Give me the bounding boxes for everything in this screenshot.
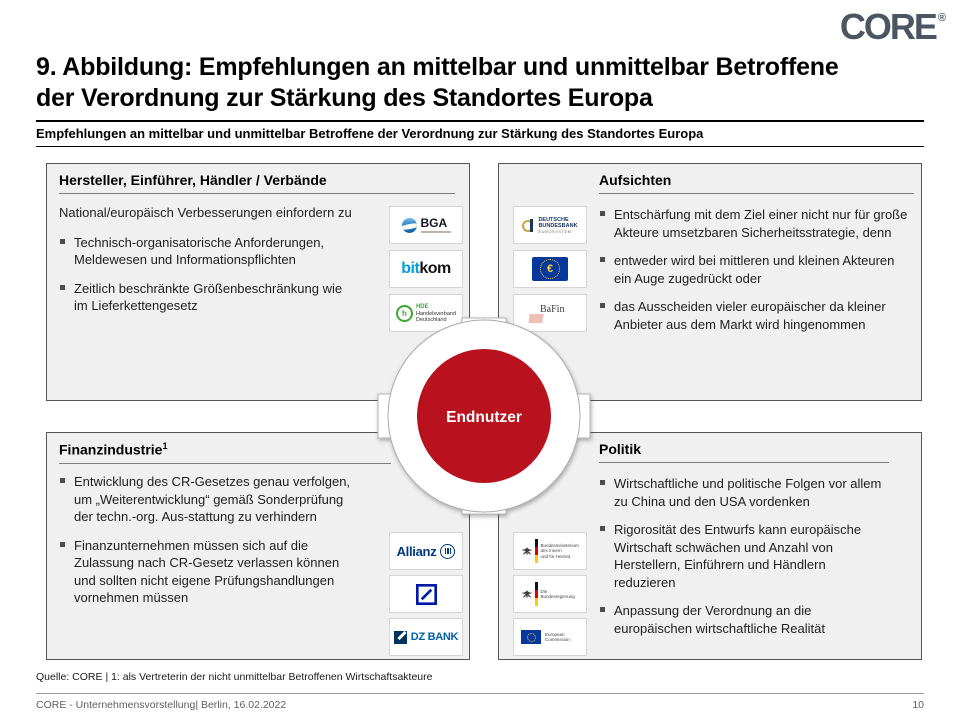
box-aufsichten-title: Aufsichten	[599, 172, 914, 194]
bundesbank-wordmark	[538, 217, 577, 234]
bullet-text: Technisch-organisatorische Anforderungen, Meldewesen und Informationspflichten	[74, 234, 325, 267]
bullet-marker	[60, 239, 65, 244]
bullet-item	[599, 252, 914, 287]
bundesbank-text2: BUNDESBANK	[538, 222, 578, 229]
bundesregierung-logo	[513, 575, 587, 613]
bullet-marker	[600, 607, 605, 612]
dz-bank-logo	[389, 618, 463, 656]
german-flag-stripe-icon	[535, 582, 538, 606]
bga-globe-icon	[402, 218, 417, 233]
bullet-marker	[600, 211, 605, 216]
box-hersteller-title: Hersteller, Einführer, Händler / Verbände	[59, 172, 455, 194]
bundesbank-logo	[513, 206, 587, 244]
box-hersteller-text	[59, 204, 354, 326]
bullet-item	[599, 298, 914, 333]
page-number: 10	[912, 699, 924, 711]
box-hersteller-header	[59, 172, 455, 194]
eu-kommission-logo	[513, 618, 587, 656]
dz-bank-text: DZ BANK	[410, 631, 459, 643]
bmi-text3: und für Heimat	[540, 553, 571, 559]
bullet-marker	[60, 285, 65, 290]
box-finanzindustrie-title-text: Finanzindustrie	[59, 441, 163, 458]
allianz-text: Allianz	[396, 543, 437, 559]
bafin-text: BaFin	[540, 304, 565, 315]
bundesregierung-text1: Die	[540, 588, 548, 594]
bmi-text2: des Innern	[540, 548, 562, 554]
bundesbank-bar	[530, 219, 533, 232]
federal-eagle-icon	[521, 589, 533, 599]
registered-mark: ®	[937, 12, 946, 24]
bundesregierung-wordmark	[541, 589, 575, 600]
footnote-marker: 1	[162, 441, 168, 451]
bullet-text: Entwicklung des CR-Gesetzes genau verfolgen, um „Weiterentwicklung“ gemäß Sonderprüfung der techn.-org. Aus-stattung zu verhindern	[74, 474, 351, 524]
bullet-text: Rigorosität des Entwurfs kann europäische Wirtschaft schwächen und Anzahl von Herstellern, Einführern und Händlern reduzieren	[614, 522, 862, 590]
center-diagram	[334, 266, 634, 566]
bullet-item	[599, 521, 889, 591]
eu-kommission-text1: European	[545, 631, 565, 637]
footer-source: Quelle: CORE | 1: als Vertreterin der nicht unmittelbar Betroffenen Wirtschaftsakteure	[36, 671, 433, 683]
eu-kommission-text2: Commission	[545, 637, 570, 642]
bga-wordmark	[420, 215, 451, 233]
bga-globe-swoosh	[402, 222, 417, 231]
bullet-text: Finanzunternehmen müssen sich auf die Zulassung nach CR-Gesetz verlassen können und sollten nicht eigene Prüfungshandlungen vornehmen müssen	[74, 537, 340, 605]
dz-bank-icon	[394, 631, 407, 644]
box-politik-title: Politik	[599, 441, 889, 463]
core-logo	[840, 6, 946, 48]
box-aufsichten-text	[599, 172, 914, 344]
footer-left: CORE - Unternehmensvorstellung| Berlin, 16.02.2022	[36, 699, 287, 711]
hde-text2: Handelsverband	[415, 310, 457, 317]
bullet-text: entweder wird bei mittleren und kleinen Akteuren ein Auge zugedrückt oder	[614, 253, 895, 286]
bga-tagline	[421, 231, 451, 233]
bullet-item	[599, 475, 889, 510]
bullet-item	[599, 602, 889, 637]
endnutzer-label: Endnutzer	[446, 409, 522, 426]
eu-kommission-wordmark	[545, 632, 570, 643]
bga-logo	[389, 206, 463, 244]
bullet-marker	[60, 542, 65, 547]
page-title-line2: der Verordnung zur Stärkung des Standortes Europa	[36, 84, 653, 112]
bga-text: BGA	[420, 215, 448, 230]
deutsche-bank-slash-icon	[416, 584, 437, 605]
bundesregierung-logo-content	[514, 582, 586, 606]
box-politik-text	[599, 441, 889, 648]
deutsche-bank-logo	[389, 575, 463, 613]
footer-bar	[36, 699, 924, 711]
eu-kommission-logo-content	[514, 630, 586, 644]
euro-stars-icon: €	[540, 259, 560, 279]
eu-stars-icon	[527, 633, 536, 642]
hde-icon: h	[396, 305, 413, 322]
bullet-marker	[600, 257, 605, 262]
bullet-item	[59, 234, 354, 269]
box-finanzindustrie-text	[59, 473, 351, 618]
bundesregierung-text2: Bundesregierung	[540, 594, 575, 599]
bullet-marker	[60, 478, 65, 483]
bullet-text: Entschärfung mit dem Ziel einer nicht nur für große Akteure umsetzbaren Sicherheitsstrategie, denn	[614, 207, 908, 240]
bullet-item	[599, 206, 914, 241]
bullet-item	[59, 280, 354, 315]
bundesbank-text1: DEUTSCHE	[538, 216, 569, 223]
eu-flag-icon	[521, 630, 541, 644]
bitkom-bit: bit	[401, 260, 420, 277]
bullet-text: das Ausscheiden vieler europäischer da kleiner Anbieter aus dem Markt wird hingenommen	[614, 299, 886, 332]
footer-divider	[36, 693, 924, 694]
page-title-line1: 9. Abbildung: Empfehlungen an mittelbar und unmittelbar Betroffene	[36, 53, 839, 81]
core-logo-text: CORE	[839, 6, 936, 47]
hde-text3: Deutschland	[415, 316, 447, 323]
bundesbank-text3: EUROSYSTEM	[538, 228, 572, 234]
bullet-text: Anpassung der Verordnung an die europäischen wirtschaftliche Realität	[614, 603, 825, 636]
bullet-item	[59, 473, 351, 526]
bullet-text: Zeitlich beschränkte Größenbeschränkung wie im Lieferkettengesetz	[74, 280, 343, 313]
hde-text1: HDE	[415, 303, 429, 310]
bmi-text1: Bundesministerium	[540, 542, 579, 548]
bitkom-kom: kom	[419, 260, 451, 277]
box-hersteller-intro: National/europäisch Verbesserungen einfordern zu	[59, 205, 352, 220]
bullet-item	[59, 537, 351, 607]
bullet-text: Wirtschaftliche und politische Folgen vor allem zu China und den USA vordenken	[614, 476, 882, 509]
page-title	[36, 52, 936, 114]
section-banner: Empfehlungen an mittelbar und unmittelbar Betroffene der Verordnung zur Stärkung des Standortes Europa	[36, 120, 924, 147]
dz-bank-cut	[397, 631, 406, 640]
bundesbank-icon	[522, 219, 535, 232]
